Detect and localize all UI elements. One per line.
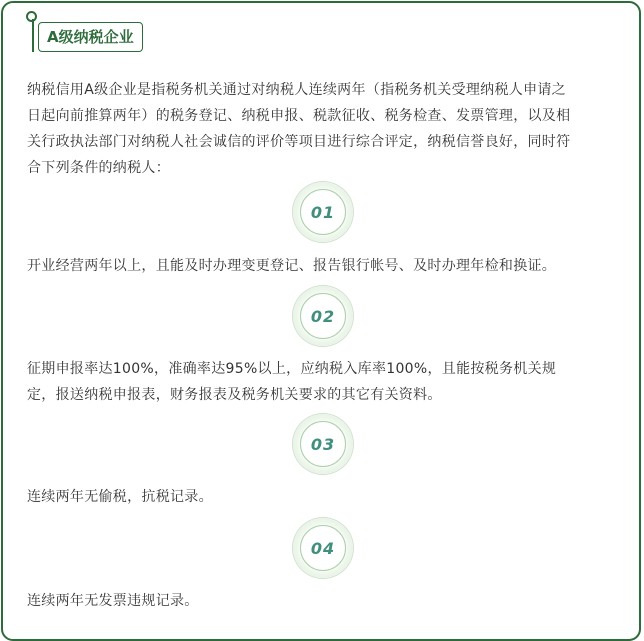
condition-number: 04: [300, 525, 346, 571]
condition-number: 03: [300, 421, 346, 467]
condition-number: 01: [300, 189, 346, 235]
condition-line: 连续两年无偷税，抗税记录。: [27, 489, 213, 505]
condition-number-badge: [293, 518, 353, 578]
condition-text: [27, 356, 619, 408]
condition-number-badge: [293, 414, 353, 474]
intro-line: 关行政执法部门对纳税人社会诚信的评价等项目进行综合评定，纳税信誉良好，同时符: [27, 134, 571, 150]
section-title: A级纳税企业: [38, 22, 143, 52]
condition-line: 征期申报率达100%，准确率达95%以上，应纳税入库率100%，且能按税务机关规: [27, 361, 557, 377]
condition-number: 02: [300, 293, 346, 339]
condition-line: 连续两年无发票违规记录。: [27, 593, 199, 609]
intro-line: 纳税信用A级企业是指税务机关通过对纳税人连续两年（指税务机关受理纳税人申请之: [27, 82, 566, 98]
condition-number-badge: [293, 286, 353, 346]
condition-line: 定，报送纳税申报表，财务报表及税务机关要求的其它有关资料。: [27, 387, 442, 403]
title-connector: [32, 19, 34, 52]
condition-number-badge: [293, 182, 353, 242]
condition-text: [27, 253, 619, 279]
intro-line: 日起向前推算两年）的税务登记、纳税申报、税款征收、税务检查、发票管理，以及相: [27, 108, 571, 124]
condition-line: 开业经营两年以上，且能及时办理变更登记、报告银行帐号、及时办理年检和换证。: [27, 258, 557, 274]
condition-text: [27, 484, 619, 510]
intro-line: 合下列条件的纳税人：: [27, 160, 170, 176]
intro-paragraph: [27, 77, 619, 181]
condition-text: [27, 588, 619, 614]
